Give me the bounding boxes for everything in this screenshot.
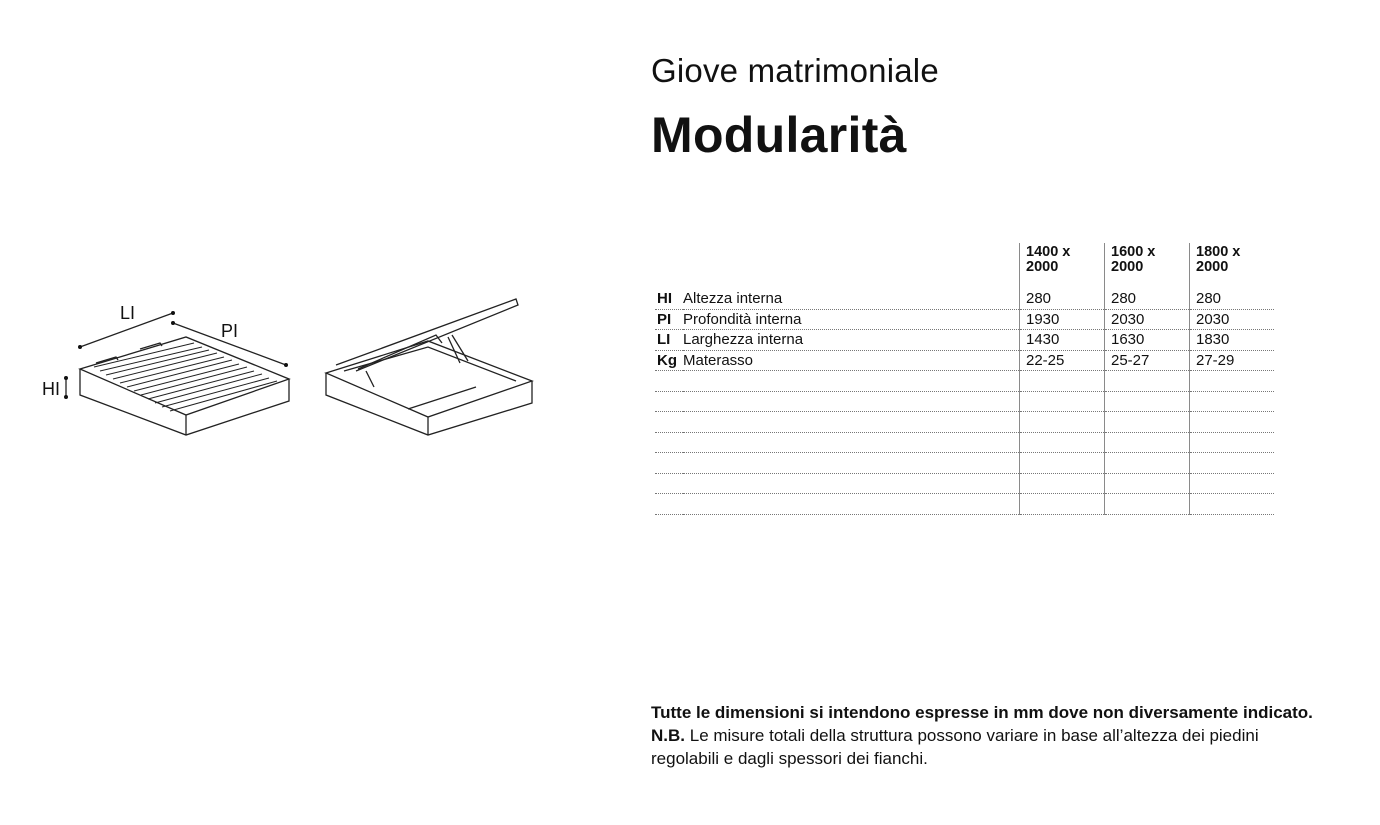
row-label: Profondità interna <box>683 309 1020 330</box>
row-value: 1430 <box>1020 330 1105 351</box>
row-value: 280 <box>1105 289 1190 309</box>
column-header: 1800 x 2000 <box>1190 243 1275 289</box>
empty-table-row <box>655 432 1274 453</box>
row-code: Kg <box>655 350 683 371</box>
row-label: Altezza interna <box>683 289 1020 309</box>
row-value: 2030 <box>1190 309 1275 330</box>
product-subtitle: Giove matrimoniale <box>651 52 939 89</box>
row-value: 280 <box>1190 289 1275 309</box>
row-value: 22-25 <box>1020 350 1105 371</box>
row-value: 1830 <box>1190 330 1275 351</box>
row-value: 1930 <box>1020 309 1105 330</box>
row-value: 27-29 <box>1190 350 1275 371</box>
row-label: Materasso <box>683 350 1020 371</box>
empty-table-row <box>655 391 1274 412</box>
row-value: 280 <box>1020 289 1105 309</box>
table-header-row <box>655 243 1274 289</box>
row-code: HI <box>655 289 683 309</box>
row-code: LI <box>655 330 683 351</box>
empty-table-row <box>655 494 1274 515</box>
empty-table-row <box>655 371 1274 392</box>
dimensions-note: Tutte le dimensioni si intendono espresse in mm dove non diversamente indicato. <box>651 703 1313 722</box>
notes-section <box>651 701 1331 770</box>
dimension-label-li: LI <box>120 303 136 323</box>
dimension-label-pi: PI <box>221 321 239 341</box>
column-header: 1400 x 2000 <box>1020 243 1105 289</box>
bed-illustration <box>36 285 546 455</box>
dimensions-table <box>655 243 1274 515</box>
nb-label: N.B. <box>651 726 685 745</box>
row-label: Larghezza interna <box>683 330 1020 351</box>
column-header: 1600 x 2000 <box>1105 243 1190 289</box>
nb-text: Le misure totali della struttura possono variare in base all’altezza dei piedini regolabili e dagli spessori dei fianchi. <box>651 726 1259 768</box>
row-value: 2030 <box>1105 309 1190 330</box>
page-title: Modularità <box>651 107 907 163</box>
empty-table-row <box>655 473 1274 494</box>
nb-note <box>651 724 1331 770</box>
empty-table-row <box>655 453 1274 474</box>
table-row <box>655 350 1274 371</box>
table-row <box>655 289 1274 309</box>
bed-technical-drawing <box>36 285 546 455</box>
table-row <box>655 330 1274 351</box>
row-value: 1630 <box>1105 330 1190 351</box>
row-code: PI <box>655 309 683 330</box>
empty-table-row <box>655 412 1274 433</box>
table-row <box>655 309 1274 330</box>
dimension-label-hi: HI <box>42 379 60 399</box>
row-value: 25-27 <box>1105 350 1190 371</box>
